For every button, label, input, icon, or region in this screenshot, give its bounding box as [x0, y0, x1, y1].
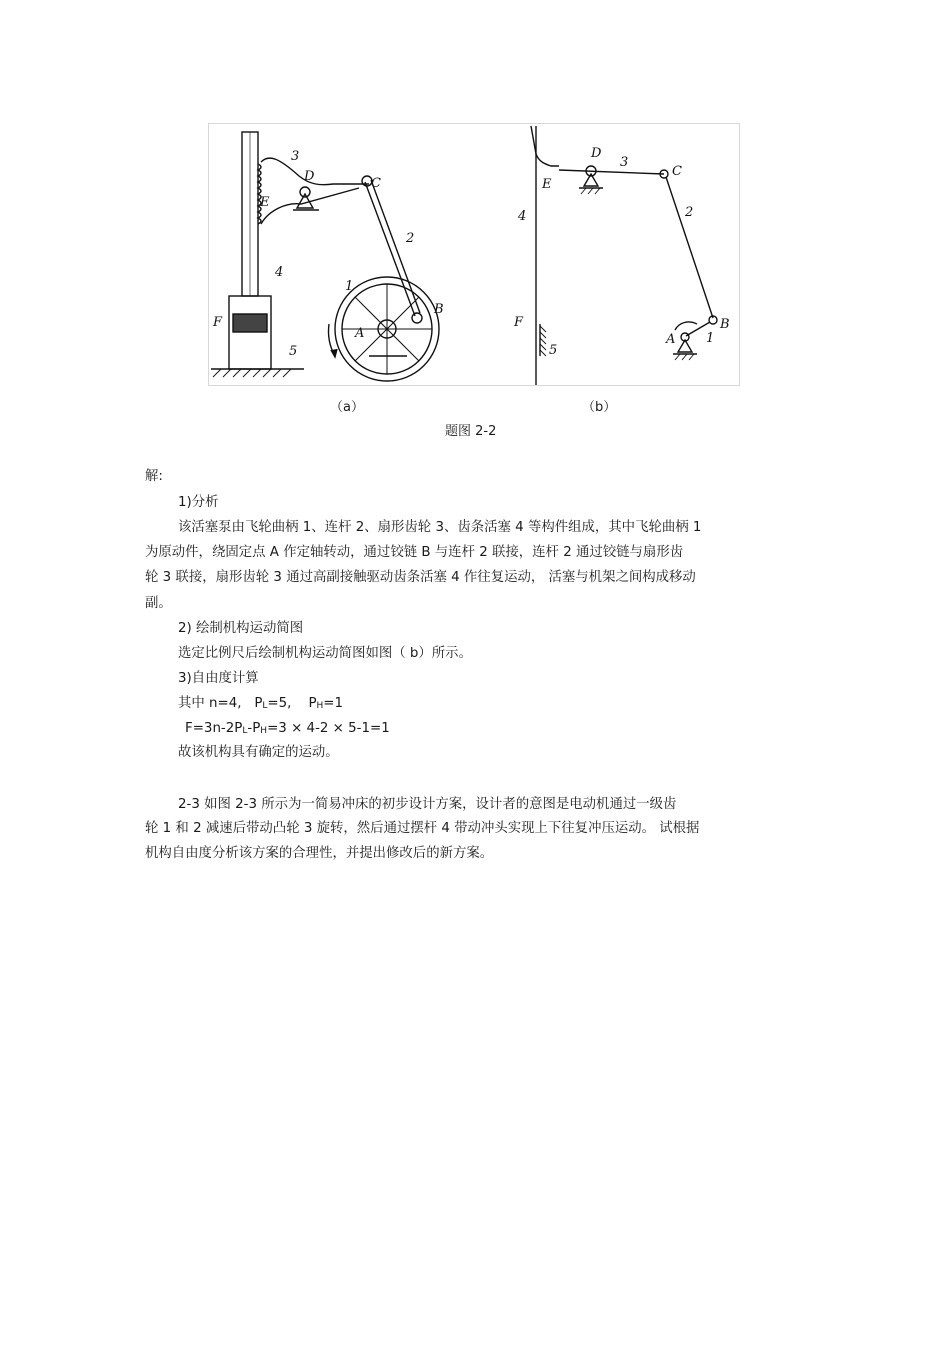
label-a-3: 3: [291, 149, 300, 164]
section-3-title: 3)自由度计算: [178, 671, 259, 686]
label-a-a: A: [355, 326, 365, 341]
formula-part-1: F=3n-2P: [185, 721, 243, 736]
section-2-title: 2) 绘制机构运动简图: [178, 621, 304, 636]
pl-value: =5,: [267, 696, 292, 711]
formula-sub-l: L: [242, 726, 248, 736]
caption-a: （a）: [330, 400, 364, 415]
label-a-4: 4: [275, 265, 284, 280]
label-a-b: B: [434, 302, 444, 317]
label-b-4: 4: [518, 209, 527, 224]
label-b-5: 5: [549, 343, 558, 358]
section-1-title: 1)分析: [178, 495, 219, 510]
label-a-c: C: [371, 176, 381, 191]
section-1-line-3: 轮 3 联接，扇形齿轮 3 通过高副接触驱动齿条活塞 4 作往复运动， 活塞与机架之间构成移动: [145, 570, 696, 585]
problem-line-2: 轮 1 和 2 减速后带动凸轮 3 旋转，然后通过摆杆 4 带动冲头实现上下往复冲压运动。 试根据: [145, 821, 700, 836]
solution-heading: 解:: [145, 469, 163, 484]
dof-formula: [185, 722, 390, 736]
problem-line-3: 机构自由度分析该方案的合理性，并提出修改后的新方案。: [145, 846, 494, 861]
figure-b-labels: [513, 146, 730, 358]
ph-value: =1: [323, 696, 344, 711]
ph-symbol: P: [308, 696, 317, 711]
label-b-e: E: [542, 177, 552, 192]
label-b-f: F: [514, 315, 524, 330]
section-3-conclusion: 故该机构具有确定的运动。: [178, 745, 339, 760]
formula-part-3: =3 × 4-2 × 5-1=1: [267, 721, 390, 736]
label-b-b: B: [720, 317, 730, 332]
formula-sub-h: H: [260, 726, 268, 736]
label-b-d: D: [591, 146, 602, 161]
caption-b: （b）: [582, 400, 617, 415]
dof-params-line: [178, 697, 343, 711]
figure-title: 题图 2-2: [445, 424, 497, 439]
mechanism-figure: [208, 123, 740, 386]
label-b-1: 1: [706, 331, 715, 346]
figure-a-drawing: [211, 132, 439, 381]
label-a-1: 1: [345, 279, 354, 294]
problem-line-1: 2-3 如图 2-3 所示为一简易冲床的初步设计方案，设计者的意图是电动机通过一级齿: [178, 797, 677, 812]
label-a-d: D: [304, 169, 315, 184]
label-a-f: F: [213, 315, 223, 330]
ph-subscript: H: [316, 701, 324, 711]
section-1-line-2: 为原动件，绕固定点 A 作定轴转动，通过铰链 B 与连杆 2 联接，连杆 2 通过铰链与扇形齿: [145, 545, 684, 560]
label-b-2: 2: [685, 205, 694, 220]
formula-part-2: -P: [247, 721, 261, 736]
pl-symbol: P: [254, 696, 263, 711]
section-2-line-1: 选定比例尺后绘制机构运动简图如图（ b）所示。: [178, 646, 472, 661]
label-a-2: 2: [406, 231, 415, 246]
label-a-5: 5: [289, 344, 298, 359]
label-b-c: C: [672, 164, 682, 179]
section-1-line-1: 该活塞泵由飞轮曲柄 1、连杆 2、扇形齿轮 3、齿条活塞 4 等构件组成，其中飞轮曲柄 1: [178, 520, 702, 535]
section-1-line-4: 副。: [145, 596, 172, 611]
mechanism-drawings: [209, 124, 739, 385]
label-b-3: 3: [620, 155, 629, 170]
dof-params-prefix: 其中 n=4,: [178, 696, 242, 711]
label-a-e: E: [260, 195, 270, 210]
label-b-a: A: [666, 332, 676, 347]
pl-subscript: L: [262, 701, 268, 711]
